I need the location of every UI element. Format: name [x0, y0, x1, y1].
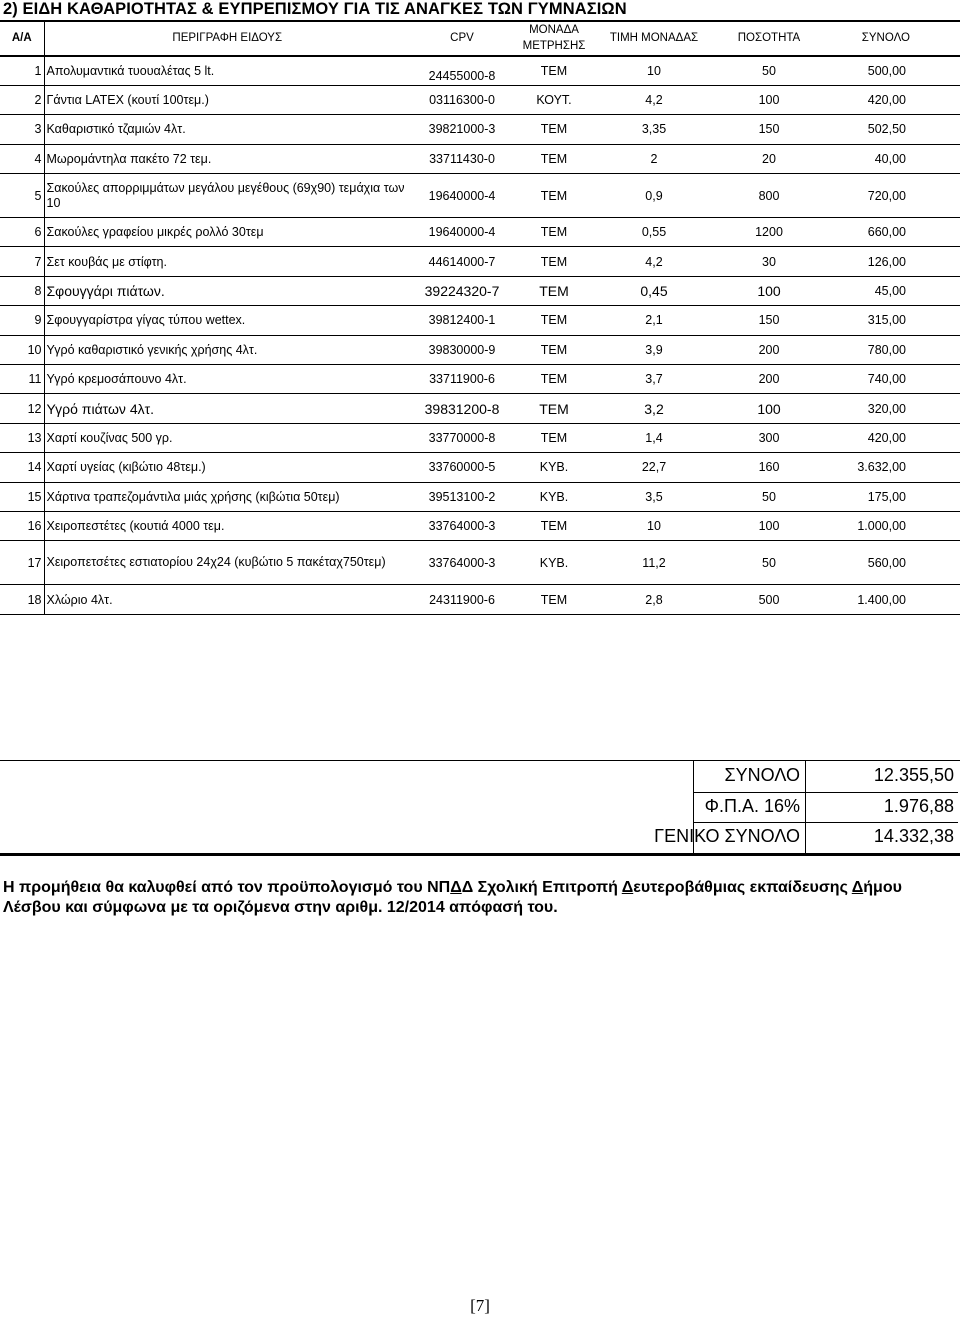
quantity: 50 [714, 482, 824, 511]
header-unit-line2: ΜΕΤΡΗΣΗΣ [522, 40, 586, 52]
unit-of-measure: ΤΕΜ [514, 394, 594, 423]
table-row [0, 541, 960, 585]
row-number: 4 [0, 144, 44, 173]
row-number: 15 [0, 482, 44, 511]
table-body [0, 56, 960, 783]
header-quantity: ΠΟΣΟΤΗΤΑ [714, 21, 824, 56]
line-total: 40,00 [824, 144, 960, 173]
table-row [0, 85, 960, 114]
row-number: 17 [0, 541, 44, 585]
table-row [0, 335, 960, 364]
line-total: 740,00 [824, 365, 960, 394]
unit-of-measure: ΚΥΒ. [514, 482, 594, 511]
unit-price: 11,2 [594, 541, 714, 585]
unit-of-measure: ΤΕΜ [514, 247, 594, 276]
row-number: 2 [0, 85, 44, 114]
page-heading: 2) ΕΙΔΗ ΚΑΘΑΡΙΟΤΗΤΑΣ & ΕΥΠΡΕΠΙΣΜΟΥ ΓΙΑ ΤΙΣ ΑΝΑΓΚΕΣ ΤΩΝ ΓΥΜΝΑΣΙΩΝ [3, 0, 627, 18]
line-total: 720,00 [824, 174, 960, 218]
cpv-code: 39513100-2 [410, 482, 514, 511]
grand-total-label: ΓΕΝΙΚΟ ΣΥΝΟΛΟ [654, 826, 800, 846]
unit-of-measure: ΚΥΒ. [514, 453, 594, 482]
cpv-code: 33764000-3 [410, 511, 514, 540]
quantity: 500 [714, 585, 824, 614]
header-description: ΠΕΡΙΓΡΑΦΗ ΕΙΔΟΥΣ [44, 21, 410, 56]
cpv-code: 33711430-0 [410, 144, 514, 173]
line-total: 420,00 [824, 423, 960, 452]
vat-row [618, 792, 958, 822]
cpv-code: 33760000-5 [410, 453, 514, 482]
item-description: Σετ κουβάς με στίφτη. [44, 247, 410, 276]
quantity: 30 [714, 247, 824, 276]
row-number: 6 [0, 218, 44, 247]
table-row [0, 365, 960, 394]
cpv-code: 33770000-8 [410, 423, 514, 452]
cpv-code: 39812400-1 [410, 306, 514, 335]
table-row [0, 218, 960, 247]
quantity: 100 [714, 85, 824, 114]
line-total: 1.000,00 [824, 511, 960, 540]
unit-price: 0,55 [594, 218, 714, 247]
unit-price: 10 [594, 511, 714, 540]
item-description [44, 541, 410, 585]
table-header-row [0, 21, 960, 56]
table-row [0, 247, 960, 276]
table-row [0, 423, 960, 452]
unit-of-measure: ΤΕΜ [514, 218, 594, 247]
row-number: 11 [0, 365, 44, 394]
table-row [0, 306, 960, 335]
item-description-text: Σακούλες απορριμμάτων μεγάλου μεγέθους (69χ90) τεμάχια των 10 [46, 180, 405, 210]
line-total: 320,00 [824, 394, 960, 423]
unit-of-measure: ΤΕΜ [514, 144, 594, 173]
line-total: 560,00 [824, 541, 960, 585]
page-number: [7] [470, 1296, 490, 1315]
quantity: 300 [714, 423, 824, 452]
unit-price: 3,35 [594, 115, 714, 144]
line-total: 315,00 [824, 306, 960, 335]
unit-price: 2,8 [594, 585, 714, 614]
item-description: Χαρτί υγείας (κιβώτιο 48τεμ.) [44, 453, 410, 482]
item-description: Χλώριο 4λτ. [44, 585, 410, 614]
row-number: 10 [0, 335, 44, 364]
unit-price: 4,2 [594, 247, 714, 276]
line-total: 420,00 [824, 85, 960, 114]
row-number: 12 [0, 394, 44, 423]
header-cpv: CPV [410, 21, 514, 56]
item-description [44, 174, 410, 218]
line-total: 45,00 [824, 276, 960, 305]
unit-of-measure: ΤΕΜ [514, 306, 594, 335]
unit-price: 22,7 [594, 453, 714, 482]
quantity: 100 [714, 276, 824, 305]
footnote-part2: Δ Σχολική Επιτροπή [461, 879, 622, 896]
row-number: 14 [0, 453, 44, 482]
unit-of-measure: ΤΕΜ [514, 174, 594, 218]
unit-price: 4,2 [594, 85, 714, 114]
cpv-code: 03116300-0 [410, 85, 514, 114]
row-number: 13 [0, 423, 44, 452]
item-description: Υγρό κρεμοσάπουνο 4λτ. [44, 365, 410, 394]
table-row [0, 394, 960, 423]
footnote-underline1: Δ [450, 879, 462, 896]
unit-price: 1,4 [594, 423, 714, 452]
item-description: Γάντια LATEX (κουτί 100τεμ.) [44, 85, 410, 114]
quantity: 1200 [714, 218, 824, 247]
footnote-underline3: Δ [851, 879, 864, 896]
quantity: 800 [714, 174, 824, 218]
quantity: 50 [714, 541, 824, 585]
quantity: 150 [714, 115, 824, 144]
footnote-part3: ευτεροβάθμιας εκπαίδευσης [633, 879, 852, 896]
row-number: 3 [0, 115, 44, 144]
vat-label: Φ.Π.Α. 16% [704, 796, 800, 816]
unit-price: 0,9 [594, 174, 714, 218]
cpv-code: 24455000-8 [410, 56, 514, 85]
row-number: 5 [0, 174, 44, 218]
item-description: Απολυμαντικά τυουαλέτας 5 lt. [44, 56, 410, 85]
subtotal-value: 12.355,50 [873, 765, 954, 785]
row-number: 9 [0, 306, 44, 335]
table-blank-cell [0, 614, 960, 783]
item-description: Χειροπεστέτες (κουτιά 4000 τεμ. [44, 511, 410, 540]
unit-of-measure: ΤΕΜ [514, 276, 594, 305]
cpv-code: 19640000-4 [410, 174, 514, 218]
table-row [0, 115, 960, 144]
unit-price: 3,2 [594, 394, 714, 423]
procurement-table [0, 21, 960, 783]
totals-area [0, 760, 960, 856]
table-row [0, 511, 960, 540]
line-total: 502,50 [824, 115, 960, 144]
row-number: 8 [0, 276, 44, 305]
header-unit-line1: ΜΟΝΑΔΑ [529, 24, 579, 36]
unit-price: 3,7 [594, 365, 714, 394]
line-total: 3.632,00 [824, 453, 960, 482]
row-number: 16 [0, 511, 44, 540]
item-description: Σακούλες γραφείου μικρές ρολλό 30τεμ [44, 218, 410, 247]
item-description: Μωρομάντηλα πακέτο 72 τεμ. [44, 144, 410, 173]
quantity: 200 [714, 365, 824, 394]
unit-of-measure: ΚΥΒ. [514, 541, 594, 585]
cpv-code: 39224320-7 [410, 276, 514, 305]
header-total: ΣΥΝΟΛΟ [824, 21, 960, 56]
header-aa: Α/Α [0, 21, 44, 56]
unit-price: 2,1 [594, 306, 714, 335]
footnote-underline2: Δ [621, 879, 634, 896]
cpv-code: 33711900-6 [410, 365, 514, 394]
unit-of-measure: ΤΕΜ [514, 423, 594, 452]
unit-of-measure: ΤΕΜ [514, 585, 594, 614]
unit-of-measure: ΤΕΜ [514, 365, 594, 394]
quantity: 200 [714, 335, 824, 364]
table-row [0, 453, 960, 482]
line-total: 175,00 [824, 482, 960, 511]
table-row [0, 174, 960, 218]
grand-total-row [618, 822, 958, 852]
table-row [0, 144, 960, 173]
unit-of-measure: ΤΕΜ [514, 335, 594, 364]
item-description: Καθαριστικό τζαμιών 4λτ. [44, 115, 410, 144]
item-description: Χαρτί κουζίνας 500 γρ. [44, 423, 410, 452]
line-total: 780,00 [824, 335, 960, 364]
item-description: Υγρό καθαριστικό γενικής χρήσης 4λτ. [44, 335, 410, 364]
item-description-text: Χειροπετσέτες εστιατορίου 24χ24 (κυβώτιο 5 πακέταχ750τεμ) [46, 555, 386, 570]
unit-price: 2 [594, 144, 714, 173]
table-row [0, 276, 960, 305]
quantity: 100 [714, 511, 824, 540]
row-number: 1 [0, 56, 44, 85]
unit-of-measure: ΤΕΜ [514, 511, 594, 540]
item-description: Υγρό πιάτων 4λτ. [44, 394, 410, 423]
item-description: Χάρτινα τραπεζομάντιλα μιάς χρήσης (κιβώτια 50τεμ) [44, 482, 410, 511]
quantity: 100 [714, 394, 824, 423]
footnote-part4: ήμου Λέσβου και σύμφωνα με τα οριζόμενα στην αριθμ. 12/2014 απόφασή του. [3, 879, 902, 916]
row-number: 18 [0, 585, 44, 614]
item-description: Σφουγγαρίστρα γίγας τύπου wettex. [44, 306, 410, 335]
quantity: 20 [714, 144, 824, 173]
unit-price: 10 [594, 56, 714, 85]
quantity: 160 [714, 453, 824, 482]
unit-price: 3,9 [594, 335, 714, 364]
table-blank-area [0, 614, 960, 783]
quantity: 150 [714, 306, 824, 335]
table-row [0, 585, 960, 614]
unit-of-measure: ΤΕΜ [514, 56, 594, 85]
cpv-code: 33764000-3 [410, 541, 514, 585]
grand-total-value: 14.332,38 [873, 826, 954, 846]
funding-footnote [3, 878, 958, 918]
table-row [0, 56, 960, 85]
line-total: 126,00 [824, 247, 960, 276]
line-total: 500,00 [824, 56, 960, 85]
unit-of-measure: ΤΕΜ [514, 115, 594, 144]
header-unit-price: ΤΙΜΗ ΜΟΝΑΔΑΣ [594, 21, 714, 56]
line-total: 1.400,00 [824, 585, 960, 614]
unit-of-measure: ΚΟΥΤ. [514, 85, 594, 114]
footnote-part1: Η προμήθεια θα καλυφθεί από τον προϋπολογισμό του ΝΠ [3, 879, 451, 896]
row-number: 7 [0, 247, 44, 276]
cpv-code: 39830000-9 [410, 335, 514, 364]
table-row [0, 482, 960, 511]
cpv-code: 44614000-7 [410, 247, 514, 276]
line-total: 660,00 [824, 218, 960, 247]
subtotal-label: ΣΥΝΟΛΟ [724, 765, 800, 785]
item-description: Σφουγγάρι πιάτων. [44, 276, 410, 305]
header-unit [514, 21, 594, 56]
unit-price: 3,5 [594, 482, 714, 511]
quantity: 50 [714, 56, 824, 85]
vat-value: 1.976,88 [883, 796, 954, 816]
cpv-code: 19640000-4 [410, 218, 514, 247]
cpv-code: 39821000-3 [410, 115, 514, 144]
subtotal-row [618, 761, 958, 791]
cpv-code: 39831200-8 [410, 394, 514, 423]
unit-price: 0,45 [594, 276, 714, 305]
cpv-code: 24311900-6 [410, 585, 514, 614]
